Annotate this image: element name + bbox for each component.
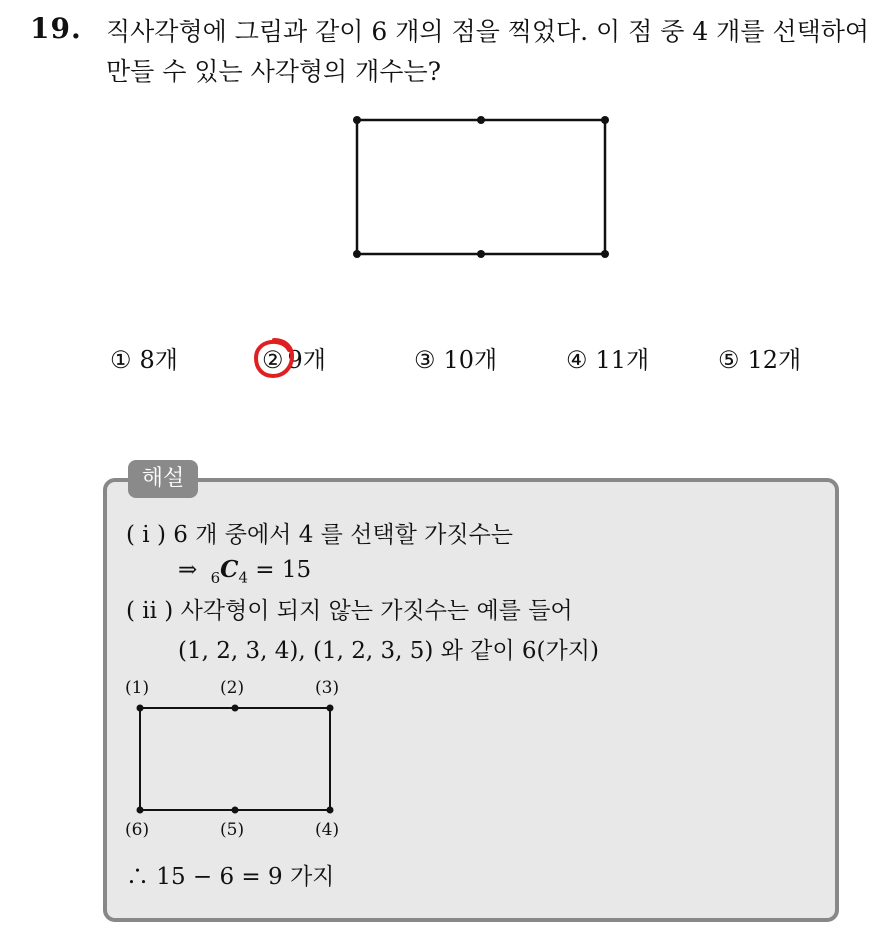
choice-label: 11개 — [595, 346, 650, 374]
choice-1[interactable] — [110, 340, 178, 375]
choice-mark: ① — [110, 346, 132, 374]
figure-point — [477, 250, 485, 258]
choice-label: 12개 — [747, 346, 802, 374]
question-text-line2: 만들 수 있는 사각형의 개수는? — [106, 57, 441, 86]
choice-label: 8개 — [139, 346, 178, 374]
solution-tag: 해설 — [128, 460, 198, 498]
figure-point — [601, 116, 609, 124]
step2-text: 사각형이 되지 않는 가짓수는 예를 들어 — [180, 598, 573, 624]
choice-mark: ② — [262, 346, 284, 374]
choice-mark: ③ — [414, 346, 436, 374]
point-label: (5) — [220, 820, 245, 840]
choice-label: 9개 — [287, 346, 326, 374]
point-label: (4) — [315, 820, 340, 840]
choice-3[interactable] — [414, 340, 497, 375]
formula-sub-n: 6 — [210, 568, 221, 587]
solution-step2-example: (1, 2, 3, 4), (1, 2, 3, 5) 와 같이 6(가지) — [178, 638, 599, 664]
figure-point — [601, 250, 609, 258]
formula-c: C — [220, 556, 239, 583]
choice-5[interactable] — [718, 340, 801, 375]
point-label: (3) — [315, 678, 340, 698]
formula-result: = 15 — [248, 557, 312, 583]
solution-step1 — [126, 516, 513, 549]
choice-mark: ⑤ — [718, 346, 740, 374]
step1-label: ( i ) — [126, 522, 166, 548]
selection-circle-icon — [252, 336, 296, 380]
choice-mark: ④ — [566, 346, 588, 374]
step2-label: ( ii ) — [126, 598, 174, 624]
figure-point — [353, 116, 361, 124]
formula-sub-r: 4 — [238, 568, 248, 587]
point-label: (1) — [125, 678, 150, 698]
solution-step1-formula — [178, 556, 311, 587]
figure-point — [477, 116, 485, 124]
figure-rectangle — [357, 120, 605, 254]
question-number: 19. — [30, 12, 82, 45]
formula-arrow: ⇒ — [178, 557, 198, 583]
solution-step2 — [126, 592, 573, 625]
solution-conclusion: ∴ 15 − 6 = 9 가지 — [126, 864, 335, 890]
choice-4[interactable] — [566, 340, 649, 375]
figure-point — [353, 250, 361, 258]
step1-text: 6 개 중에서 4 를 선택할 가짓수는 — [173, 522, 513, 548]
point-label: (2) — [220, 678, 245, 698]
choice-label: 10개 — [443, 346, 498, 374]
point-label: (6) — [125, 820, 150, 840]
question-text-line1: 직사각형에 그림과 같이 6 개의 점을 찍었다. 이 점 중 4 개를 선택하여 — [106, 17, 870, 46]
